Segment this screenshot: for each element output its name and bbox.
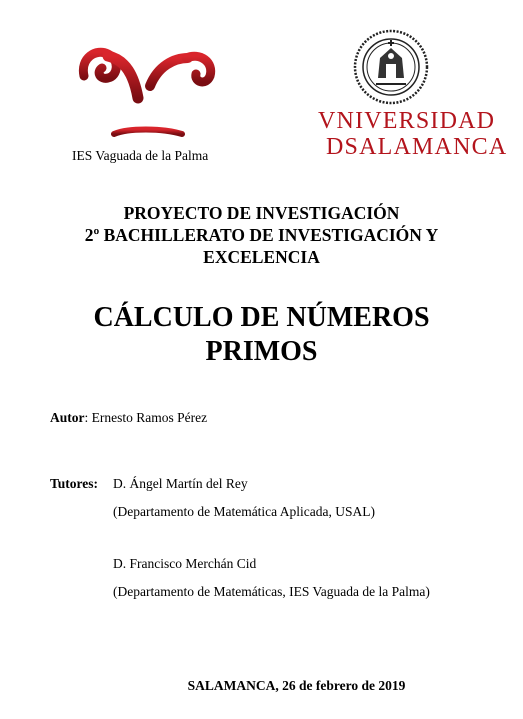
program-line: 2º BACHILLERATO DE INVESTIGACIÓN Y: [84, 225, 439, 245]
tutor-2-name: D. Francisco Merchán Cid: [113, 556, 257, 571]
university-seal-icon: [352, 28, 430, 106]
usal-wordmark-line1: VNIVERSIDAD: [318, 108, 496, 134]
program-line-continued: EXCELENCIA: [203, 247, 320, 267]
document-title-line1: CÁLCULO DE NÚMEROS: [93, 302, 430, 333]
ies-monogram-icon: [78, 36, 218, 146]
author-label: Autor: [50, 410, 85, 425]
usal-logo: [312, 28, 508, 168]
project-type-line: PROYECTO DE INVESTIGACIÓN: [123, 203, 400, 223]
ies-logo: [72, 36, 224, 166]
ies-logo-caption: IES Vaguada de la Palma: [72, 148, 209, 163]
tutor-1-name: D. Ángel Martín del Rey: [113, 476, 248, 491]
usal-wordmark-line2: DSALAMANCA: [326, 134, 508, 160]
author-line: [50, 410, 207, 426]
tutor-1-department: (Departamento de Matemática Aplicada, USAL): [113, 504, 376, 519]
author-name: : Ernesto Ramos Pérez: [84, 410, 208, 425]
place-and-date: SALAMANCA, 26 de febrero de 2019: [187, 678, 406, 693]
document-title-line2: PRIMOS: [205, 336, 318, 367]
tutors-label: Tutores:: [50, 476, 99, 491]
tutor-2-department: (Departamento de Matemáticas, IES Vaguada de la Palma): [113, 584, 430, 599]
